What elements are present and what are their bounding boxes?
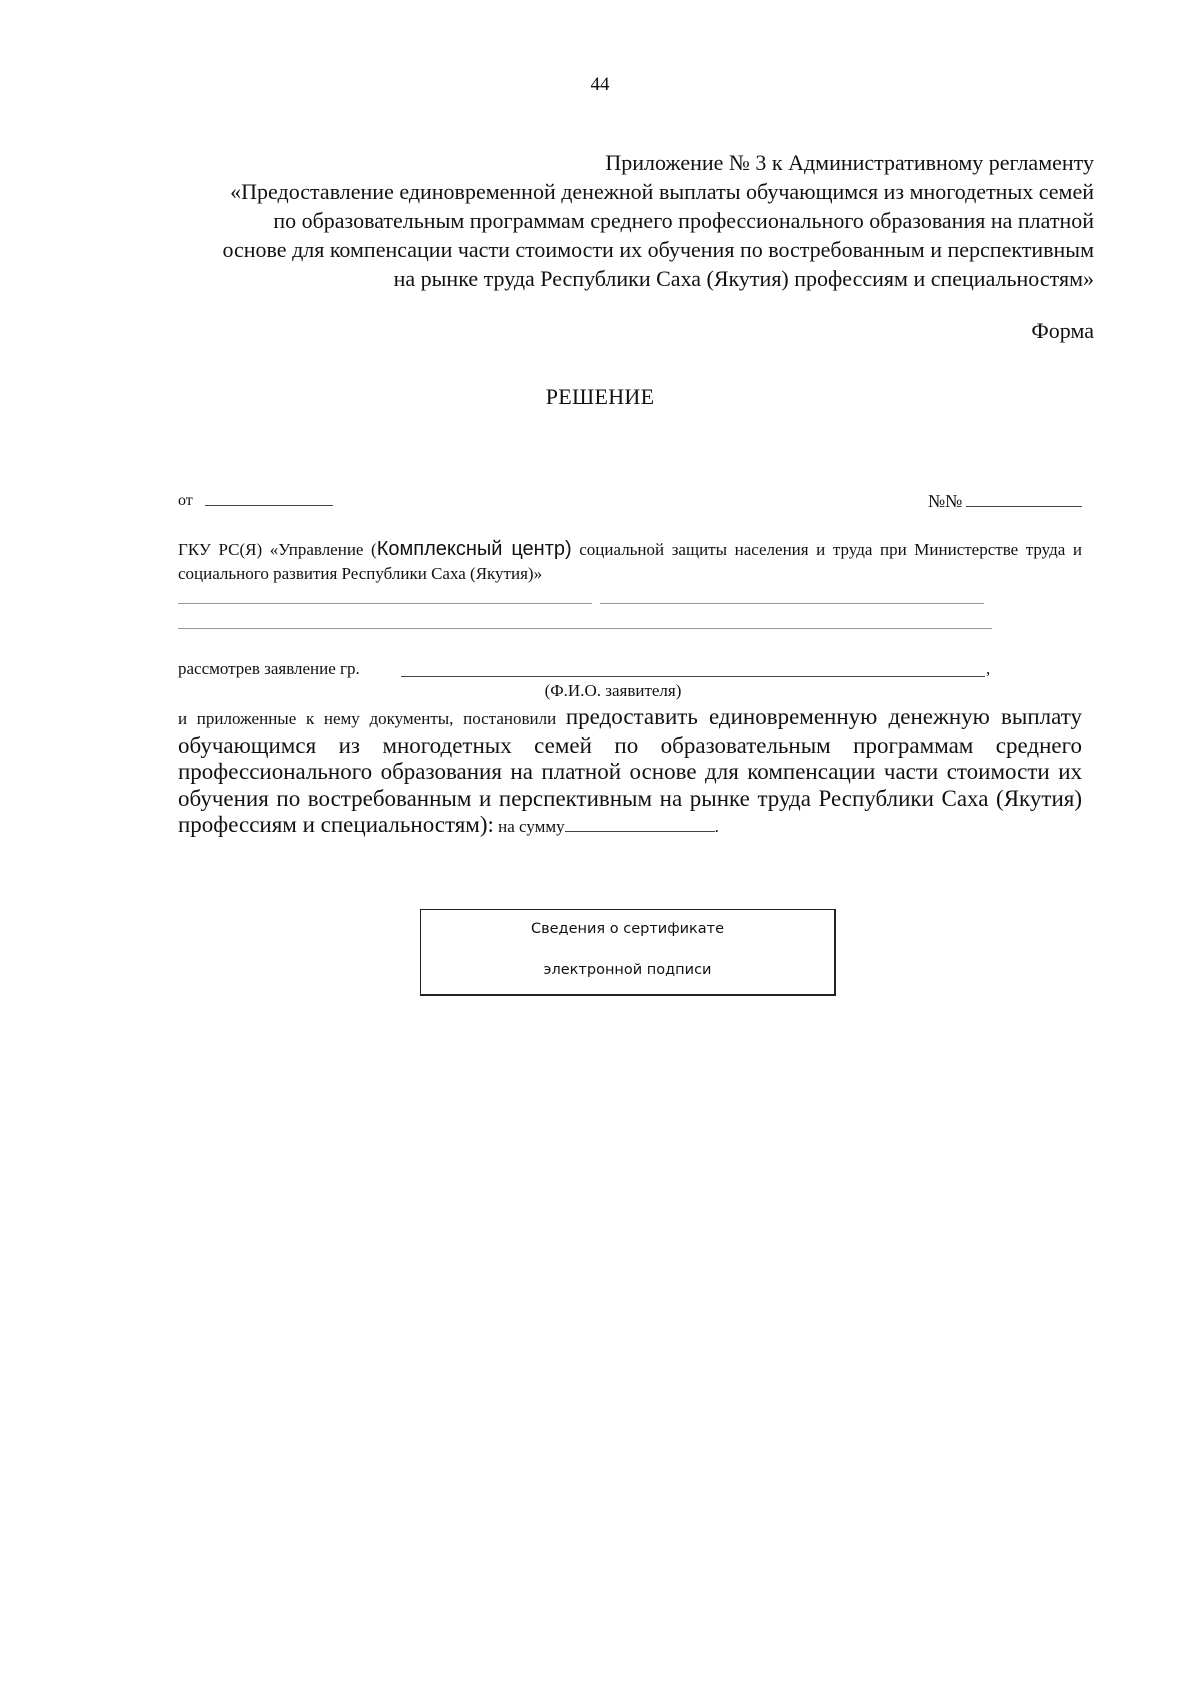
certificate-box-line2: электронной подписи [543,962,712,978]
applicant-name-line [401,676,985,677]
decision-main: предоставить единовременную денежную выплату обучающимся из многодетных семей по образовательным программам среднего профессионального образования на платной основе для компенсации части стоимости их обучения по востребованным и перспективным на рынке труда Республики Саха (Якутия) профессиям и специальностям): [178,704,1082,837]
considered-comma: , [986,659,991,678]
appendix-line: «Предоставление единовременной денежной выплаты обучающимся из многодетных семей [230,179,1094,204]
appendix-line: по образовательным программам среднего профессионального образования на платной [273,208,1094,233]
document-title: РЕШЕНИЕ [545,384,655,409]
appendix-line: на рынке труда Республики Саха (Якутия) профессиям и специальностям» [393,266,1094,291]
agency-text-part1: ГКУ РС(Я) «Управление ( [178,540,377,559]
agency-name [178,537,1082,586]
applicant-name-caption: (Ф.И.О. заявителя) [544,681,682,700]
blank-rule [600,603,984,604]
certificate-box-line1: Сведения о сертификате [530,921,725,937]
form-label: Форма [1031,318,1094,343]
blank-rule [178,603,592,604]
decision-lead: и приложенные к нему документы, постановили [178,709,566,728]
agency-text-highlight: Комплексный центр) [376,538,572,560]
page-number: 44 [590,74,610,95]
signature-certificate-box [420,909,836,996]
date-blank-line [205,505,333,506]
number-label: №№ [928,491,963,511]
agency-text-part2: социальной защиты населения и труда при Министерстве труда и социального развития Республики Саха (Якутия)» [178,540,1082,583]
date-from-label: от [178,492,193,509]
considered-label: рассмотрев заявление гр. [178,659,360,678]
decision-end: . [714,817,719,836]
appendix-line: Приложение № 3 к Административному регламенту [605,150,1094,175]
appendix-header [134,148,1094,293]
decision-text [178,704,1082,841]
amount-blank-line [565,830,715,832]
appendix-line: основе для компенсации части стоимости их обучения по востребованным и перспективным [222,237,1094,262]
amount-label: на сумму [493,817,565,836]
number-blank-line [966,506,1082,507]
blank-rule [178,628,992,629]
